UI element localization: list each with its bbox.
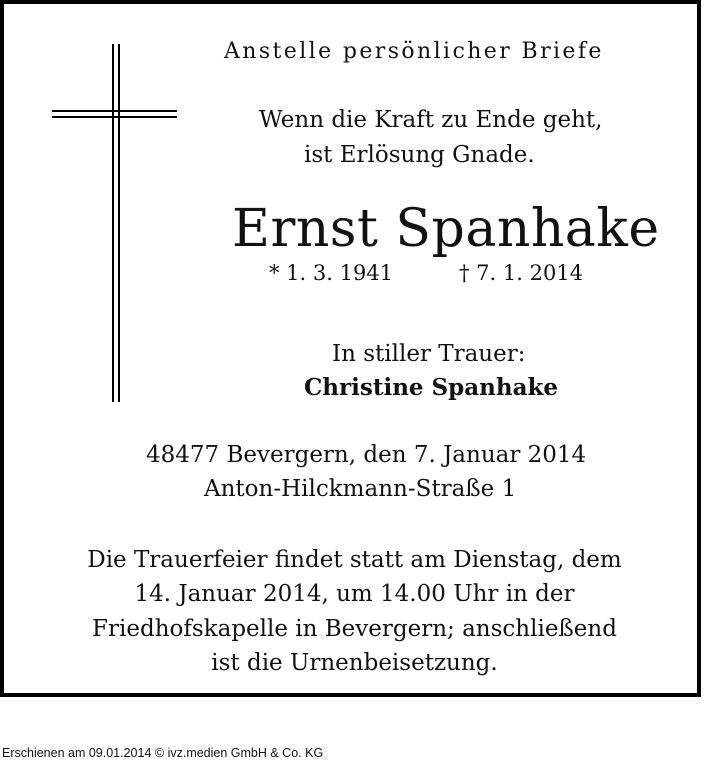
birth-date: * 1. 3. 1941 bbox=[269, 261, 394, 285]
cross-horizontal-line-bottom bbox=[52, 116, 177, 118]
cross-vertical-line-right bbox=[118, 44, 120, 402]
mourning-label: In stiller Trauer: bbox=[332, 341, 526, 367]
service-line-1: Die Trauerfeier findet statt am Dienstag, dem bbox=[87, 547, 622, 573]
cross-vertical-line-left bbox=[112, 44, 114, 402]
service-line-3: Friedhofskapelle in Bevergern; anschließend bbox=[92, 616, 617, 642]
verse-line-1: Wenn die Kraft zu Ende geht, bbox=[259, 107, 603, 133]
death-date: † 7. 1. 2014 bbox=[459, 261, 584, 285]
publication-footer: Erschienen am 09.01.2014 © ivz.medien GmbH & Co. KG bbox=[2, 746, 324, 760]
verse-line-2: ist Erlösung Gnade. bbox=[304, 142, 535, 168]
address-line-2: Anton-Hilckmann-Straße 1 bbox=[204, 476, 517, 502]
address-line-1: 48477 Bevergern, den 7. Januar 2014 bbox=[146, 442, 587, 468]
cross-horizontal-line-top bbox=[52, 110, 177, 112]
cross-icon bbox=[52, 44, 177, 404]
mourner-name: Christine Spanhake bbox=[304, 374, 559, 401]
service-line-4: ist die Urnenbeisetzung. bbox=[211, 650, 498, 676]
deceased-name: Ernst Spanhake bbox=[232, 199, 660, 259]
intro-line: Anstelle persönlicher Briefe bbox=[224, 39, 604, 64]
service-line-2: 14. Januar 2014, um 14.00 Uhr in der bbox=[134, 581, 575, 607]
